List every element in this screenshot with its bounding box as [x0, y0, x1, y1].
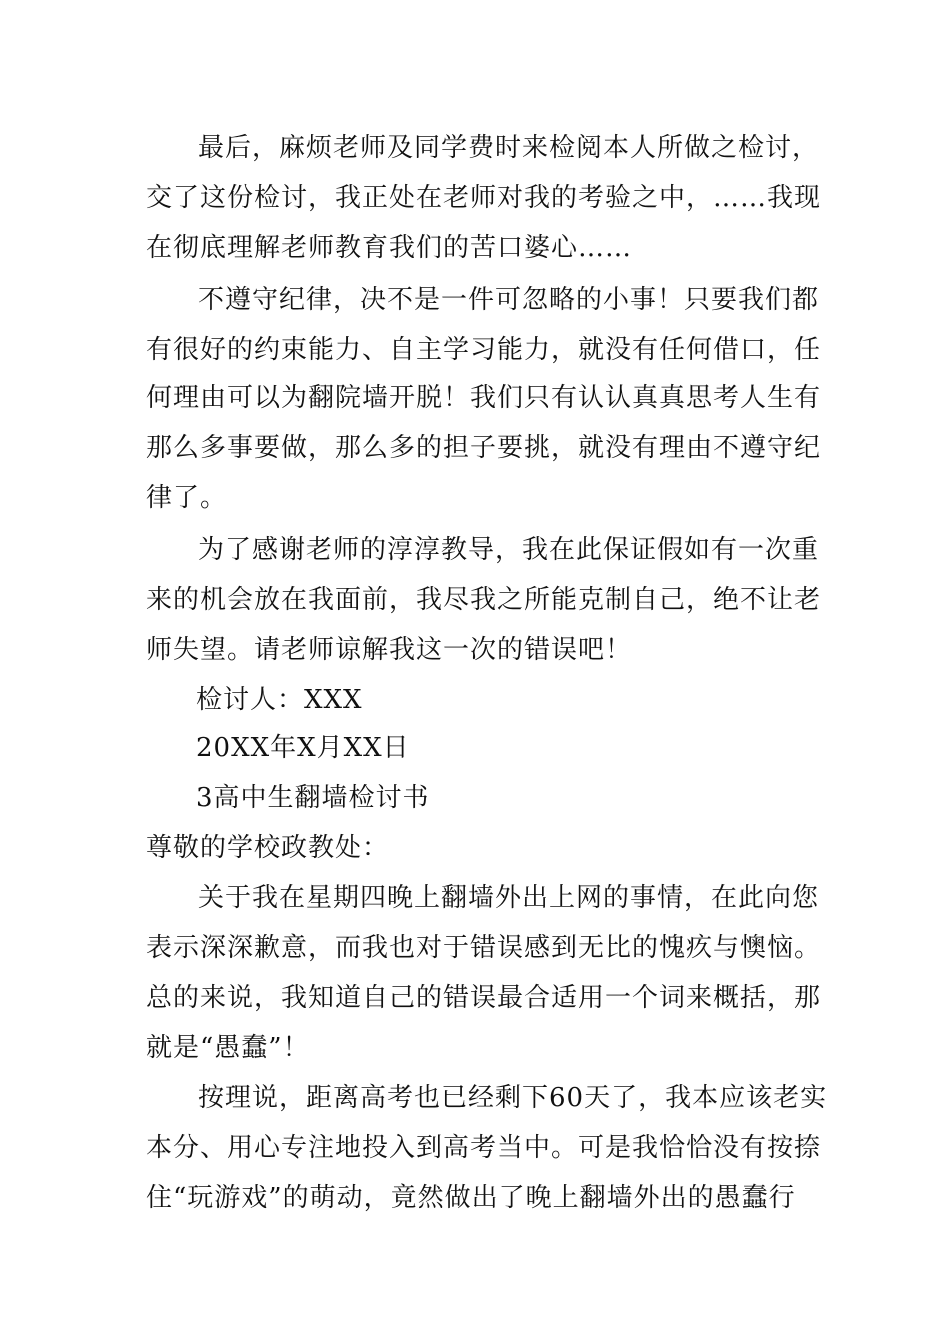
- paragraph-line: 本分、用心专注地投入到高考当中。可是我恰恰没有按捺: [146, 1133, 822, 1163]
- paragraph-line: 不遵守纪律，决不是一件可忽略的小事！只要我们都: [198, 285, 820, 315]
- paragraph-line: 师失望。请老师谅解我这一次的错误吧！: [146, 635, 633, 665]
- paragraph-line: 总的来说，我知道自己的错误最合适用一个词来概括，那: [146, 983, 822, 1013]
- paragraph-line: 关于我在星期四晚上翻墙外出上网的事情，在此向您: [198, 883, 820, 913]
- paragraph-line: 住“玩游戏”的萌动，竟然做出了晚上翻墙外出的愚蠢行: [146, 1183, 796, 1213]
- paragraph-line: 那么多事要做，那么多的担子要挑，就没有理由不遵守纪: [146, 433, 822, 463]
- paragraph-line: 最后，麻烦老师及同学费时来检阅本人所做之检讨，: [198, 133, 820, 163]
- section-title: 3高中生翻墙检讨书: [196, 783, 430, 813]
- paragraph-line: 交了这份检讨，我正处在老师对我的考验之中，……我现: [146, 183, 822, 213]
- salutation: 尊敬的学校政教处：: [146, 833, 390, 863]
- paragraph-line: 就是“愚蠢”！: [146, 1033, 310, 1063]
- paragraph-line: 按理说，距离高考也已经剩下60天了，我本应该老实: [198, 1083, 828, 1113]
- signer-line: 检讨人：XXX: [196, 685, 363, 715]
- paragraph-line: 来的机会放在我面前，我尽我之所能克制自己，绝不让老: [146, 585, 822, 615]
- paragraph-line: 为了感谢老师的淳淳教导，我在此保证假如有一次重: [198, 535, 820, 565]
- paragraph-line: 表示深深歉意，而我也对于错误感到无比的愧疚与懊恼。: [146, 933, 822, 963]
- paragraph-line: 有很好的约束能力、自主学习能力，就没有任何借口，任: [146, 335, 822, 365]
- paragraph-line: 在彻底理解老师教育我们的苦口婆心……: [146, 233, 633, 263]
- paragraph-line: 律了。: [146, 483, 228, 513]
- paragraph-line: 何理由可以为翻院墙开脱！我们只有认认真真思考人生有: [146, 383, 822, 413]
- date-line: 20XX年X月XX日: [196, 733, 410, 763]
